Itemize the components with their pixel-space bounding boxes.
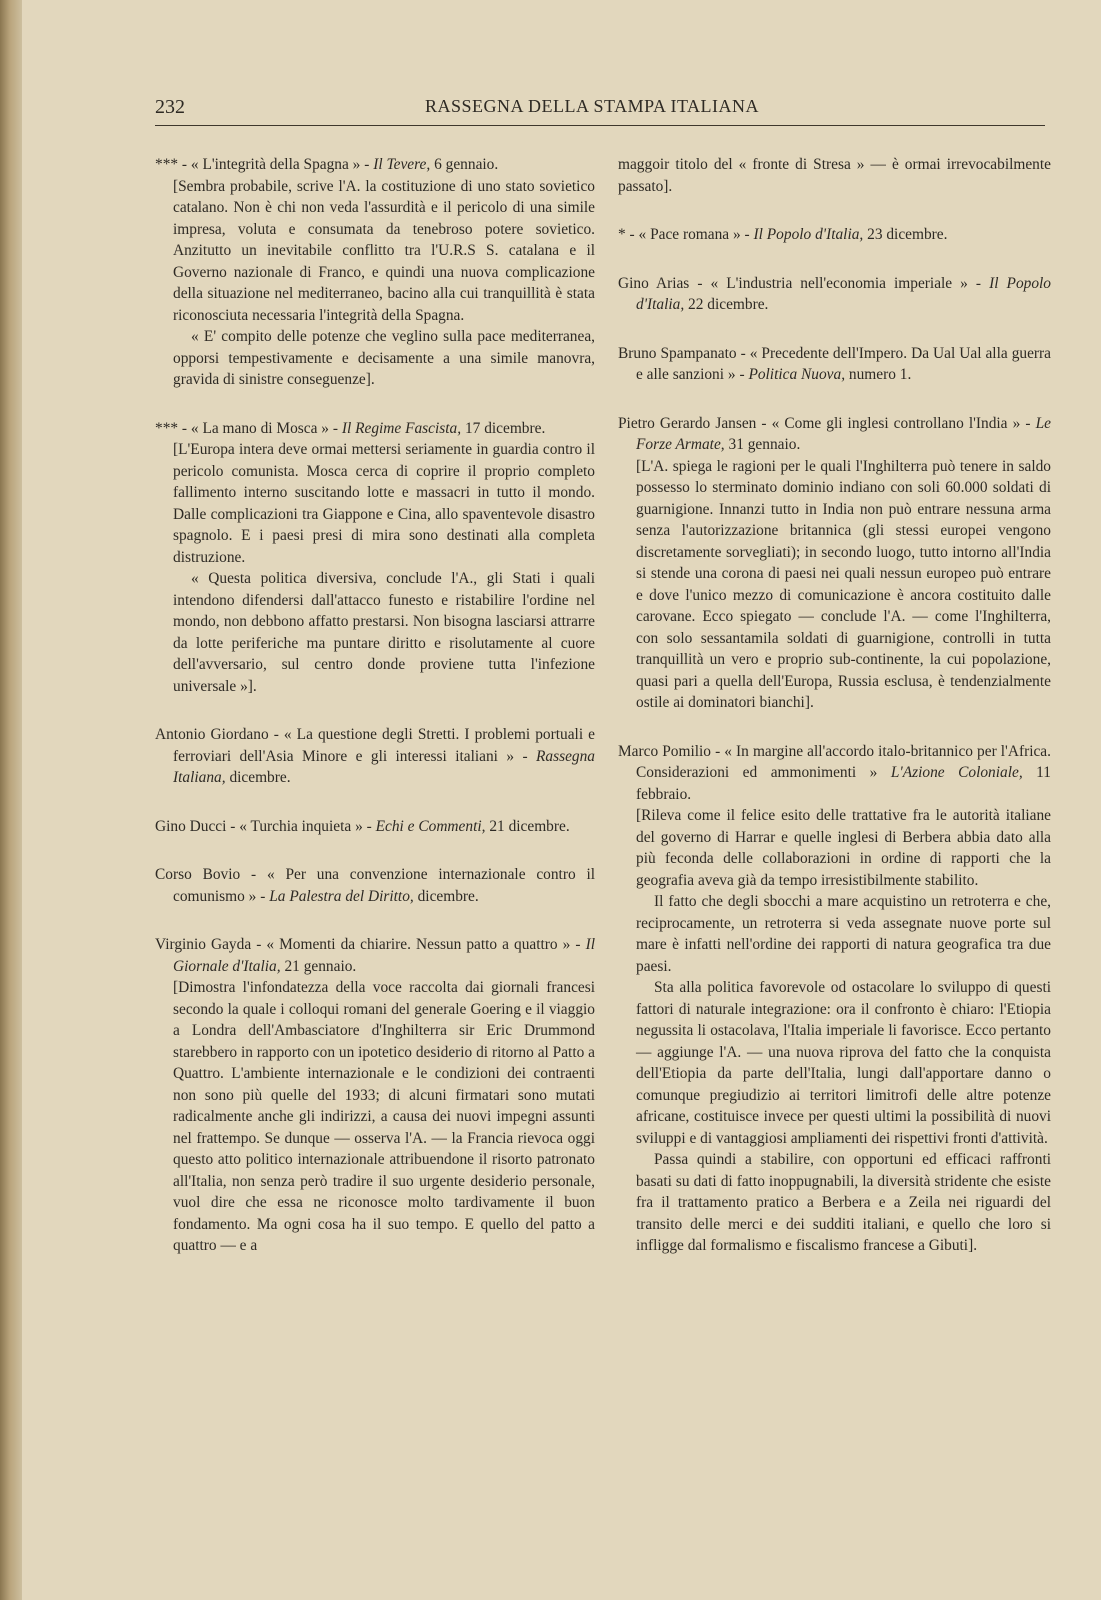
article-title: « Momenti da chiarire. Nessun patto a quattro » (266, 936, 571, 953)
article-title: « Per una convenzione internazionale contro il comunismo » (173, 866, 596, 905)
publication-title: La Palestra del Diritto, (269, 887, 414, 905)
publication-date: 11 febbraio. (636, 764, 1051, 803)
entry-author: Gino Arias - (618, 274, 703, 292)
entry-author: Gino Ducci - (155, 817, 236, 835)
summary-paragraph: Il fatto che degli sbocchi a mare acquistino un retroterra e che, reciprocamente, un retroterra si veda assegnate nuove porte sul mare è infatti nell'ordine dei rapporti di natura geografica tra due paesi. (636, 893, 1051, 975)
citation-separator: - (975, 274, 982, 292)
publication-date: 23 dicembre. (867, 226, 948, 243)
bibliography-entry (155, 154, 595, 391)
entry-summary (618, 154, 1051, 197)
article-title: « L'industria nell'economia imperiale » (710, 274, 968, 292)
publication-date: 21 gennaio. (284, 957, 357, 975)
publication-date: dicembre. (229, 769, 291, 786)
entry-author: Antonio Giordano - (155, 726, 279, 743)
entry-summary (636, 805, 1051, 1257)
article-title: « Come gli inglesi controllano l'India » (771, 414, 1021, 432)
publication-title: Echi e Commenti, (375, 817, 486, 835)
entry-citation (155, 864, 595, 907)
article-title: « Precedente dell'Impero. Da Ual Ual alla guerra e alle sanzioni » (636, 344, 1051, 383)
summary-paragraph: « E' compito delle potenze che veglino sulla pace mediterranea, opporsi tempestivamente e decisamente a una simile manovra, gravida di sinistre conseguenze]. (173, 328, 595, 388)
citation-separator: - (739, 366, 745, 383)
publication-date: 31 gennaio. (728, 436, 801, 453)
summary-paragraph: [Sembra probabile, scrive l'A. la costituzione di uno stato sovietico catalano. Non è chi non veda l'assurdità e il pericolo di una simile impresa, voluta e consumata da tenebroso potere sovietico. Anzitutto un inevitabile conflitto tra l'U.R.S S. catalana e il Governo nazionale di Franco, e quindi una nuova complicazione della situazione nel mediterraneo, bacino alla cui tranquillità è stata riconosciuta necessaria l'integrità della Spagna. (173, 177, 595, 324)
article-title: « L'integrità della Spagna » (190, 156, 361, 173)
summary-paragraph: Sta alla politica favorevole od ostacolare lo sviluppo di questi fattori di naturale integrazione: ora il confronto è chiaro: l'Etiopia negussita li ostacolava, l'Italia imperiale li favorisce. Ecco pertanto — aggiunge l'A. — una nuova riprova del fatto che la conquista dell'Etiopia da parte dell'Italia, lungi dall'apportare danno o comunque pregiudizio ai territori limitrofi delle altre potenze africane, costituisce invece per questi ultimi la possibilità di nuovi sviluppi e di vantaggiosi ampliamenti dei rispettivi fronti d'attività. (636, 979, 1051, 1147)
article-title: « La mano di Mosca » (190, 419, 329, 437)
publication-title: Politica Nuova, (748, 366, 846, 383)
publication-title: Il Regime Fascista, (341, 419, 462, 437)
publication-date: 17 dicembre. (464, 419, 546, 437)
article-title: « Pace romana » (638, 226, 741, 243)
bibliography-entry (155, 934, 595, 1257)
entry-citation (155, 816, 595, 838)
entry-summary (173, 439, 595, 697)
bibliography-entry (618, 413, 1051, 714)
publication-title: Il Popolo d'Italia, (753, 226, 864, 243)
summary-paragraph: [Rileva come il felice esito delle trattative fra le autorità italiane del governo di Harrar e quelle inglesi di Berbera abbia dato alla più feconda delle collaborazioni in ordine di rapporti che la geografia aveva già da tempo irresistibilmente stabilito. (636, 807, 1051, 889)
bibliography-entry (155, 418, 595, 698)
citation-separator: - (744, 226, 750, 243)
bibliography-entry (155, 864, 595, 907)
entry-citation (618, 741, 1051, 806)
citation-separator: - (575, 936, 581, 953)
citation-separator: - (332, 419, 338, 437)
entry-author: Corso Bovio - (155, 866, 257, 883)
entry-summary (173, 977, 595, 1257)
entry-citation (155, 154, 595, 176)
entry-citation (618, 343, 1051, 386)
publication-title: Il Giornale d'Italia, (173, 936, 595, 975)
citation-separator: - (364, 156, 370, 173)
publication-title: Rassegna Italiana, (173, 747, 595, 786)
bibliography-entry (618, 343, 1051, 386)
article-title: « Turchia inquieta » (239, 817, 363, 835)
entry-citation (155, 934, 595, 977)
entry-author: * - (618, 226, 635, 243)
bibliography-entry (618, 154, 1051, 197)
summary-paragraph: Passa quindi a stabilire, con opportuni ed efficaci raffronti basati su dati di fatto inoppugnabili, la diversità stridente che esiste fra il trattamento pratico a Berbera e a Zeila nei riguardi del transito delle merci e dei sudditi italiani, e quello che loro si infligge dal formalismo e fiscalismo francese a Gibuti]. (636, 1151, 1051, 1254)
publication-title: L'Azione Coloniale, (890, 764, 1023, 781)
publication-date: dicembre. (417, 887, 479, 905)
article-title: « In margine all'accordo italo-britannico per l'Africa. Considerazioni ed ammonimenti » (636, 742, 1051, 781)
entry-author: *** - (155, 156, 188, 173)
summary-paragraph: [L'Europa intera deve ormai mettersi seriamente in guardia contro il pericolo comunista. Mosca cerca di coprire il proprio completo fallimento interno suscitando lotte e massacri in tutto il mondo. Dalle complicazioni tra Giappone e Cina, allo spaventevole disastro spagnolo. E i paesi presi di mira sono destinati alla completa distruzione. (173, 441, 595, 566)
summary-paragraph: maggoir titolo del « fronte di Stresa » — è ormai irrevocabilmente passato]. (618, 156, 1051, 195)
entry-summary (636, 456, 1051, 714)
page-number: 232 (155, 96, 185, 118)
publication-title: Il Popolo d'Italia, (636, 274, 1052, 313)
publication-title: Le Forze Armate, (636, 414, 1051, 453)
entry-citation (618, 273, 1051, 316)
publication-date: 22 dicembre. (688, 296, 769, 313)
bibliography-entry (618, 273, 1051, 316)
right-column (618, 154, 1051, 1284)
entry-author: *** - (155, 419, 188, 437)
entry-citation (155, 724, 595, 789)
book-binding-edge (0, 0, 22, 1600)
citation-separator: - (260, 887, 266, 905)
entry-author: Marco Pomilio - (618, 742, 721, 760)
entry-author: Bruno Spampanato - (618, 344, 746, 362)
citation-separator: - (522, 747, 528, 765)
summary-paragraph: [L'A. spiega le ragioni per le quali l'Inghilterra può tenere in saldo possesso lo sterminato dominio indiano con soli 60.000 soldati di guarnigione. Innanzi tutto in India non può entrare nessuna arma senza l'autorizzazione britannica (gli stessi europei vengono discretamente sorvegliati); in secondo luogo, tutto intorno all'India si stende una corona di paesi nei quali nessun europeo può entrare e dove l'unico mezzo di comunicazione è ancora costituito dalle carovane. Ecco spiegato — conclude l'A. — come l'Inghilterra, con solo sessantamila soldati di guarnigione, controlli in tutta tranquillità un vero e proprio sub-continente, la cui popolazione, quasi pari a quella dell'Europa, Russia esclusa, è tendenzialmente ostile ai dominatori bianchi]. (636, 457, 1051, 711)
citation-separator: - (366, 817, 372, 835)
left-column (155, 154, 595, 1284)
publication-date: 21 dicembre. (489, 817, 570, 835)
header-rule (155, 125, 1045, 126)
bibliography-entry (618, 224, 1051, 246)
entry-citation (155, 418, 595, 440)
citation-separator: - (1025, 414, 1031, 432)
summary-paragraph: [Dimostra l'infondatezza della voce raccolta dai giornali francesi secondo la quale i colloqui romani del generale Goering e il viaggio a Londra dell'Ambasciatore d'Inghilterra sir Eric Drummond starebbero in rapporto con un ipotetico desiderio di ritorno al Patto a Quattro. L'ambiente internazionale e le condizioni dei contraenti non sono più quelle del 1933; di alcuni firmatari sono mutati radicalmente anche gli indirizzi, a causa dei nuovi impegni assunti nel frattempo. Se dunque — osserva l'A. — la Francia rievoca oggi questo atto politico internazionale attribuendone il risorto patronato all'Italia, non senza però tradire il suo urgente desiderio personale, vuol dire che essa ne riconosce molto tardivamente il buon fondamento. Ma ogni cosa ha il suo tempo. E quello del patto a quattro — e a (173, 979, 595, 1254)
entry-citation (618, 413, 1051, 456)
entry-author: Pietro Gerardo Jansen - (618, 414, 767, 432)
article-title: « La questione degli Stretti. I problemi portuali e ferroviari dell'Asia Minore e gli interessi italiani » (173, 726, 595, 765)
summary-paragraph: « Questa politica diversiva, conclude l'A., gli Stati i quali intendono difendersi dall'attacco funesto e ristabilire l'ordine nel mondo, non debbono affatto prestarsi. Non bisogna lasciarsi attrarre da lotte periferiche ma puntare diritto e risolutamente al cuore dell'avversario, sul centro donde proviene tutta l'infezione universale »]. (173, 570, 595, 695)
page-header (155, 94, 1035, 128)
bibliography-entry (155, 724, 595, 789)
bibliography-entry (155, 816, 595, 838)
entry-summary (173, 176, 595, 391)
entry-author: Virginio Gayda - (155, 936, 262, 953)
publication-date: numero 1. (848, 366, 912, 383)
publication-title: Il Tevere, (373, 156, 431, 173)
entry-citation (618, 224, 1051, 246)
bibliography-entry (618, 741, 1051, 1257)
running-title: RASSEGNA DELLA STAMPA ITALIANA (425, 96, 759, 116)
publication-date: 6 gennaio. (434, 156, 499, 173)
